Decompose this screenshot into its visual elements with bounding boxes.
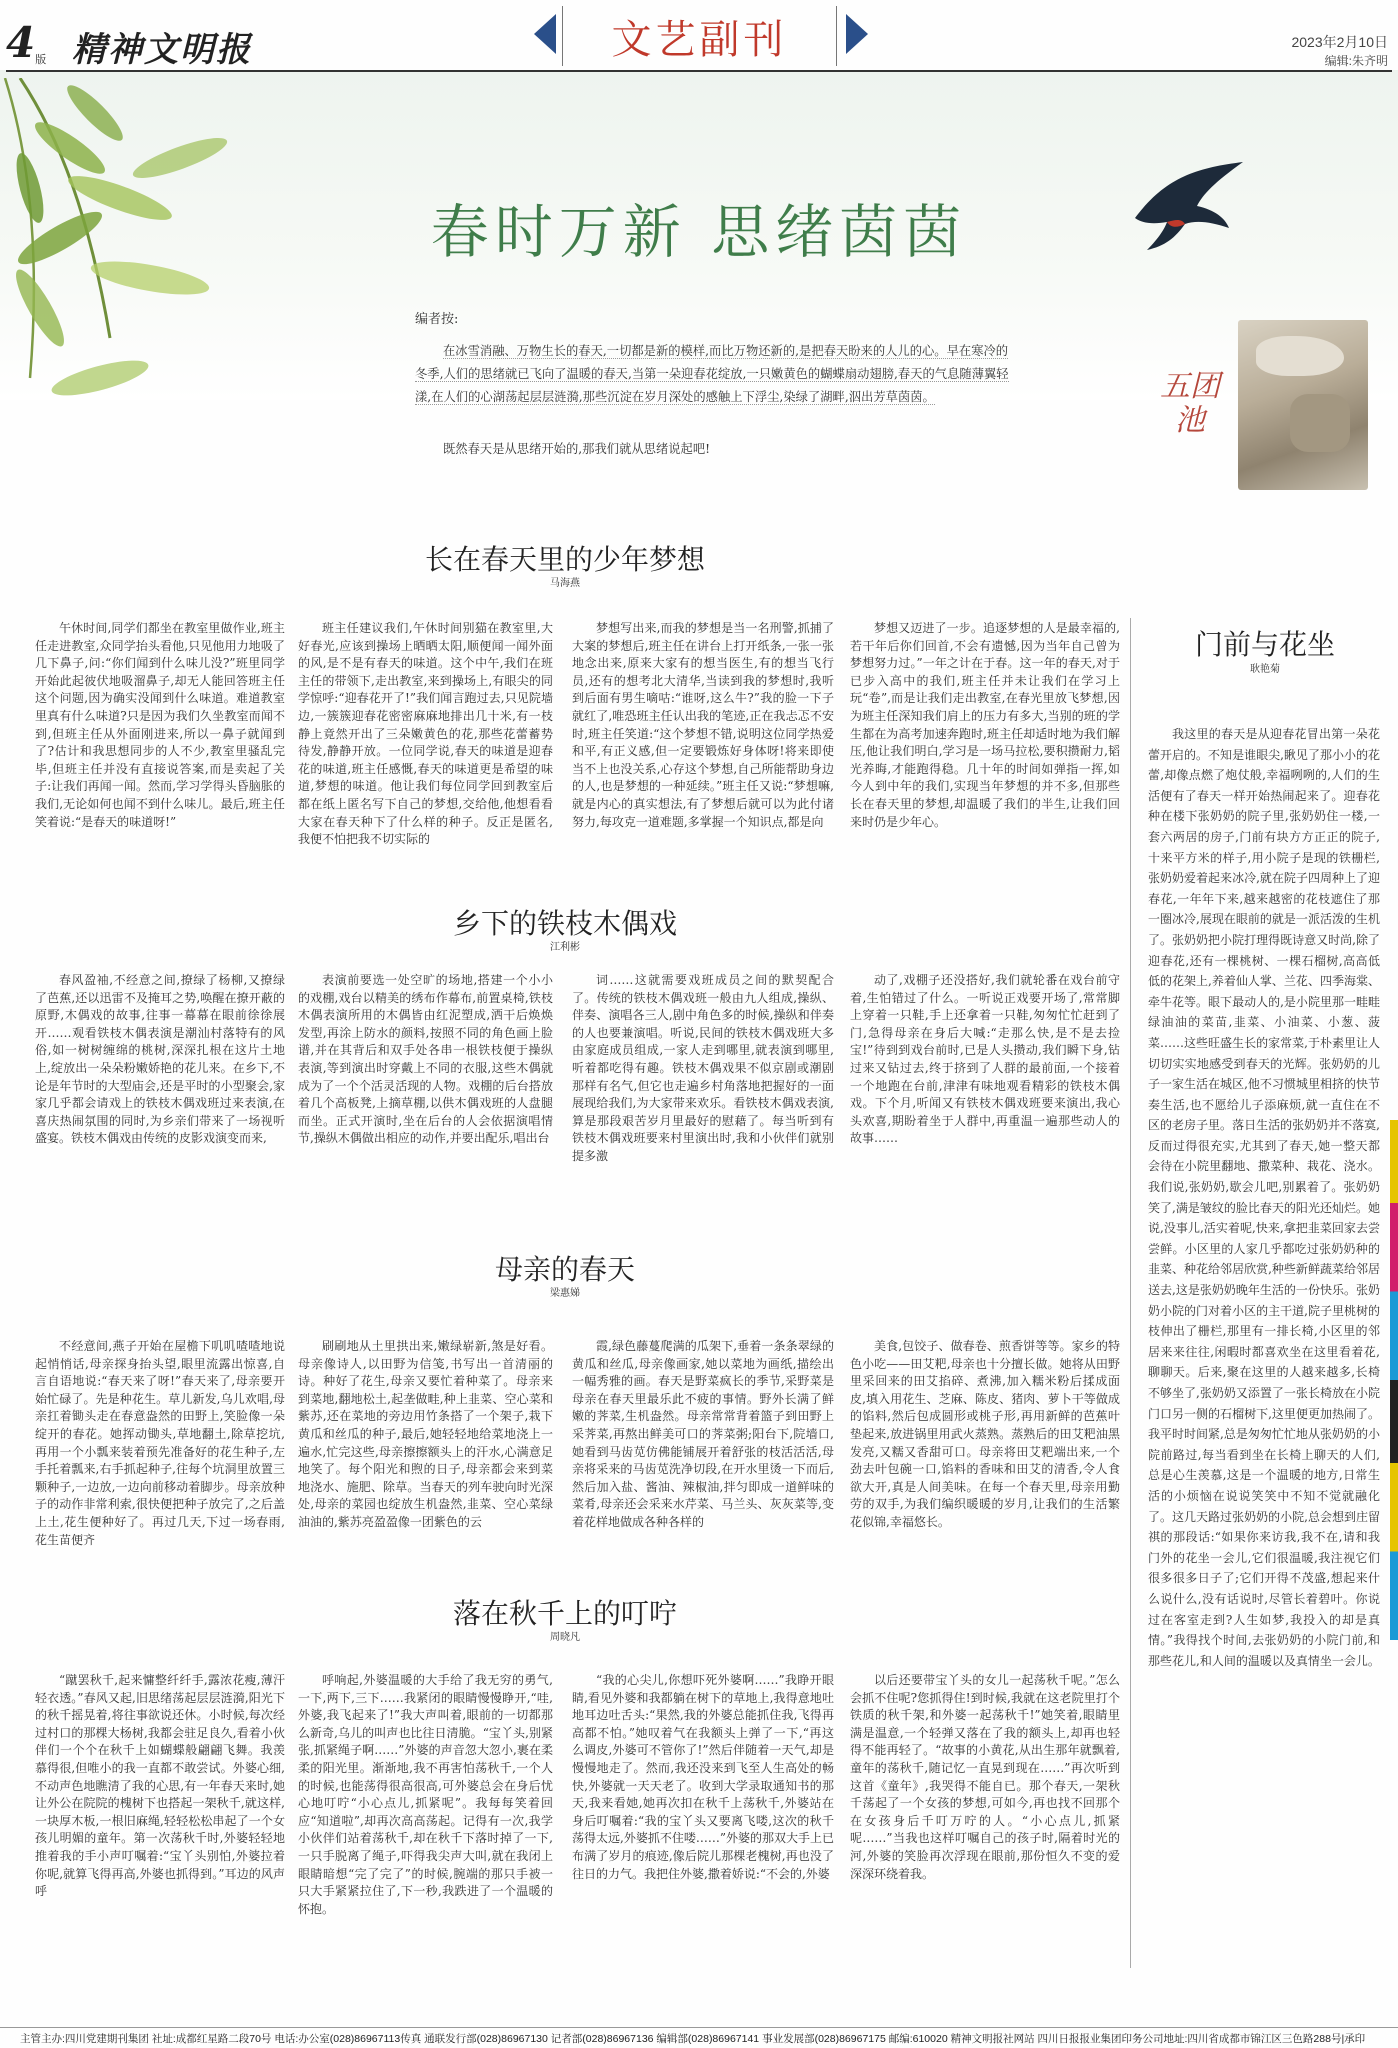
editorial-text: 在冰雪消融、万物生长的春天,一切都是新的模样,而比万物还新的,是把春天盼来的人儿的心。早在寒冷的冬季,人们的思绪就已飞向了温暖的春天,当第一朵迎春花绽放,一只嫩黄色的蝴蝶扇动翅膀,春天的气息随薄翼轻漾,在人们的心湖荡起层层涟漪,那些沉淀在岁月深处的感触上下浮尘,染绿了湖畔,泅出芳草茵茵。 [415, 344, 1009, 404]
column-text: 午休时间,同学们都坐在教室里做作业,班主任走进教室,众同学抬头看他,只见他用力地吸了几下鼻子,问:“你们闻到什么味儿没?”班里同学开始此起彼伏地吸溜鼻子,却无人能回答班主任这个问题,因为确实没闻到什么味道。难道教室里真有什么味道?只是因为我们久坐教室而闻不到,但班主任从外面刚进来,所以一鼻子就闻到了?估计和我思想同步的人不少,教室里骚乱完毕,但班主任并没有直接说答案,而是卖起了关子:让我们再闻一闻。然而,学习学得头昏脑胀的我们,无论如何也闻不到什么味儿。最后,班主任笑着说:“是春天的味道呀!” [35, 621, 285, 829]
article-column [298, 972, 553, 1212]
article-column [35, 1338, 285, 1606]
section-banner [562, 6, 837, 66]
sidebar-byline: 耿艳菊 [1250, 664, 1280, 675]
article-column [572, 972, 834, 1212]
article-column [298, 1672, 553, 2012]
article-column [35, 620, 285, 888]
sidebar-text: 我这里的春天是从迎春花冒出第一朵花蕾开启的。不知是谁眼尖,瞅见了那小小的花蕾,却像点燃了炮仗般,幸福咧咧的,人们的生活便有了春天一样开始热闹起来了。迎春花种在楼下张奶奶的院子里,张奶奶住一楼,一套六两居的房子,门前有块方方正正的院子,十来平方米的样子,用小院子是现的铁栅栏,张奶奶爱着起来冰冷,就在院子四周种上了迎春花,一年年下来,越来越密的花枝遮住了那一圈冰冷,展现在眼前的就是一派活泼的生机了。张奶奶把小院打理得既诗意又时尚,除了迎春花,还有一棵桃树、一棵石榴树,高高低低的花架上,养着仙人掌、兰花、四季海棠、牵牛花等。眼下最动人的,是小院里那一畦畦绿油油的菜苗,韭菜、小油菜、小葱、菠菜……这些旺盛生长的家常菜,于朴素里让人切切实实地感受到春天的光辉。张奶奶的儿子一家生活在城区,他不习惯城里相挤的快节奏生活,也不愿给儿子添麻烦,就一直住在不区的老房子里。落日生活的张奶奶并不落寞,反而过得很充实,尤其到了春天,她一整天都会待在小院里翻地、撒菜种、栽花、浇水。我们说,张奶奶,歇会儿吧,别累着了。张奶奶笑了,满是皱纹的脸比春天的阳光还灿烂。她说,没事儿,活实着呢,快来,拿把韭菜回家去尝尝鲜。小区里的人家几乎都吃过张奶奶种的韭菜、种花给邻居欣赏,种些新鲜蔬菜给邻居送去,这是张奶奶晚年生活的一份快乐。张奶奶小院的门对着小区的主干道,院子里桃树的枝伸出了栅栏,那里有一排长椅,小区里的邻居来来往往,闲暇时都喜欢坐在这里看着花,聊聊天。后来,聚在这里的人越来越多,长椅不够坐了,张奶奶又添置了一张长椅放在小院门口另一侧的石榴树下,这里便更加热闹了。我平时时间紧,总是匆匆忙忙地从张奶奶的小院前路过,每当看到坐在长椅上聊天的人们,总是心生羡慕,这是一个温暖的地方,日常生活的小烦恼在说说笑笑中不知不觉就融化了。这几天路过张奶奶的小院,总会想到庄留祺的那段话:“如果你来访我,我不在,请和我门外的花坐一会儿,它们很温暖,我注视它们很多很多日子了;它们开得不茂盛,想起来什么说什么,没有话说时,尽管长着碧叶。你说过在客室走到?人生如梦,我投入的却是真情。”我得找个时间,去张奶奶的小院门前,和那些花儿,和人间的温暖以及真情坐一会儿。 [1148, 727, 1380, 1668]
header-rule [6, 70, 1392, 72]
column-text: 美食,包饺子、做春卷、煎香饼等等。家乡的特色小吃——田艾粑,母亲也十分擅长做。她将从田野里采回来的田艾掐碎、煮沸,加入糯米粉后揉成面皮,填入用花生、芝麻、陈皮、猪肉、萝卜干等做成的馅料,然后包成圆形或桃子形,再用新鲜的芭蕉叶垫起来,放进锅里用武火蒸熟。蒸熟后的田艾粑油黑发亮,又糯又香甜可口。母亲将田艾粑端出来,一个劲去叶包碗一口,馅料的香味和田艾的清香,令人食欲大开,真是人间美味。在每一个春天里,母亲用勤劳的双手,为我们编织暖暖的岁月,让我们的生活繁花似锦,幸福悠长。 [850, 1339, 1120, 1529]
landscape-photo [1238, 320, 1368, 490]
page-header [0, 0, 1398, 78]
column-text: “蹴罢秋千,起来慵整纤纤手,露浓花瘦,薄汗轻衣透。”春风又起,旧思绪荡起层层涟漪,阳光下的秋千摇晃着,将往事欲说还休。小时候,每次经过村口的那棵大杨树,我都会驻足良久,看着小伙伴们一个个在秋千上如蝴蝶般翩翩飞舞。我羡慕得很,但唯小的我一直都不敢尝试。外婆心细,不动声色地瞧清了我的心思,有一年春天来时,她让外公在院院的槐树下也搭起一架秋千,就这样,一块厚木板,一根旧麻绳,轻轻松松串起了一个女孩儿明媚的童年。第一次荡秋千时,外婆轻轻地推着我的手小声叮嘱着:“宝丫头别怕,外婆拉着你呢,就算飞得再高,外婆也抓得到。”耳边的风声呼 [35, 1673, 285, 1899]
column-text: 表演前要选一处空旷的场地,搭建一个小小的戏棚,戏台以精美的绣布作幕布,前置桌椅,铁枝木偶表演所用的木偶皆由红泥塑成,洒干后焕焕发型,再涂上防水的颜料,按照不同的角色画上脸谱,并在其背后和双手处各串一根铁枝便于操纵表演,等到演出时穿戴上不同的衣服,这些木偶就成为了一个个活灵活现的人物。戏棚的后台搭放着几个高板凳,上摘草棚,以供木偶戏班的人盘腿而坐。正式开演时,坐在后台的人会依据演唱情节,操纵木偶做出相应的动作,并要出配乐,唱出台 [298, 973, 553, 1146]
column-text: 霞,绿色藤蔓爬满的瓜架下,垂着一条条翠绿的黄瓜和丝瓜,母亲像画家,她以菜地为画纸,描绘出一幅秀雅的画。春天是野菜疯长的季节,采野菜是母亲在春天里最乐此不疲的事情。野外长满了鲜嫩的荠菜,生机盎然。母亲常常背着篮子到田野上采荠菜,再熬出鲜美可口的荠菜粥;阳台下,院墙口,她看到马齿苋仿佛能铺展开着舒张的枝活活活,母亲将采来的马齿苋洗净切段,在开水里烫一下而后,然后加入盐、酱油、辣椒油,拌匀即成一道鲜味的菜肴,母亲还会采来水芹菜、马兰头、灰灰菜等,变着花样地做成各种各样的 [572, 1339, 834, 1529]
column-text: 班主任建议我们,午休时间别猫在教室里,大好春光,应该到操场上晒晒太阳,顺便闻一闻外面的风,是不是有春天的味道。这个中午,我们在班主任的带领下,走出教室,来到操场上,有眼尖的同学惊呼:“迎春花开了!”我们闻言跑过去,只见院墙边,一簇簇迎春花密密麻麻地排出几十米,有一枝静上竟然开出了三朵嫩黄色的花,那些花蕾蓄势待发,静静开放。一位同学说,春天的味道是迎春花的味道,班主任感慨,春天的味道更是希望的味道,梦想的味道。他让我们每位同学回到教室后都在纸上匿名写下自己的梦想,交给他,他想看看大家在春天种下了什么样的种子。反正是匿名,我便不怕把我不切实际的 [298, 621, 553, 847]
article-column [298, 1338, 553, 1606]
page-footer: 主管主办:四川党建期刊集团 社址:成都红星路二段70号 电话:办公室(028)86967113传真 通联发行部(028)86967130 记者部(028)86967136 编辑部(028)86967141 事业发展部(028)86967175 邮编:610020 精神文明报社网站 四川日报报业集团印务公司地址:四川省成都市锦江区三色路288号|承印 [0, 2027, 1398, 2048]
column-text: 梦想又迈进了一步。追逐梦想的人是最幸福的,若干年后你们回首,不会有遗憾,因为当年自己曾为梦想努力过。”一年之计在于春。这一年的春天,对于已步入高中的我们,班主任并未让我们在学习上玩“卷”,而是让我们走出教室,在春光里放飞梦想,因为班主任深知我们肩上的压力有多大,当别的班的学生都在为高考加速奔跑时,班主任却适时地为我们解压,他让我们明白,学习是一场马拉松,要积攒耐力,韬光养晦,才能跑得稳。几十年的时间如弹指一挥,如今人到中年的我们,实现当年梦想的并不多,但那些长在春天里的梦想,却温暖了我们的半生,让我们回来时仍是少年心。 [850, 621, 1120, 829]
printer-color-bar [1390, 1120, 1398, 1640]
column-text: 以后还要带宝丫头的女儿一起荡秋千呢。”怎么会抓不住呢?您抓得住!到时候,我就在这老院里打个铁质的秋千架,和外婆一起荡秋千!”她笑着,眼睛里满是温意,一个轻弹又落在了我的额头上,却再也轻得不能再轻了。“故事的小黄花,从出生那年就飘着,童年的荡秋千,随记忆一直晃到现在……”再次听到这首《童年》,我哭得不能自已。那个春天,一架秋千荡起了一个女孩的梦想,可如今,再也找不回那个在女孩身后千叮万咛的人。“小心点儿,抓紧呢……”当我也这样叮嘱自己的孩子时,隔着时光的河,外婆的笑脸再次浮现在眼前,那份恒久不变的爱深深环绕着我。 [850, 1673, 1120, 1881]
section-title: 文艺副刊 [611, 16, 788, 63]
page-number-value: 4 [6, 18, 36, 67]
article-title: 母亲的春天 [494, 1253, 635, 1286]
column-text: 刷刷地从土里拱出来,嫩绿崭新,煞是好看。母亲像诗人,以田野为信笺,书写出一首清丽的诗。种好了花生,母亲又要忙着种菜了。母亲来到菜地,翻地松土,起垄做畦,种上韭菜、空心菜和紫苏,还在菜地的旁边用竹条搭了一个架子,栽下黄瓜和丝瓜的种子,最后,她轻轻地给菜地浇上一遍水,忙完这些,母亲擦擦额头上的汗水,心满意足地笑了。每个阳光和煦的日子,母亲都会来到菜地浇水、施肥、除草。当春天的列车驶向时光深处,母亲的菜园也绽放生机盎然,韭菜、空心菜绿油油的,紫苏亮盈盈像一团紫色的云 [298, 1339, 553, 1529]
page-number-suffix: 版 [35, 53, 47, 66]
article-column [572, 1338, 834, 1606]
column-text: 梦想写出来,而我的梦想是当一名刑警,抓捕了大案的梦想后,班主任在讲台上打开纸条,一张一张地念出来,原来大家有的想当医生,有的想当飞行员,还有的想考北大清华,当读到我的梦想时,我听到后面有男生嘀咕:“谁呀,这么牛?”我的脸一下子就红了,唯恐班主任认出我的笔迹,正在我忐忑不安时,班主任笑道:“这个梦想不错,说明这位同学热爱和平,有正义感,但一定要锻炼好身体呀!将来即使当不上也没关系,心存这个梦想,自己所能帮助身边的人,也是梦想的一种延续。”班主任又说:“梦想嘛,就是内心的真实想法,有了梦想后就可以为此付诸努力,每攻克一道难题,多掌握一个知识点,都是向 [572, 621, 834, 829]
column-text: 动了,戏棚子还没搭好,我们就轮番在戏台前守着,生怕错过了什么。一听说正戏要开场了,常常脚上穿着一只鞋,手上还拿着一只鞋,匆匆忙忙赶到了门,急得母亲在身后大喊:“走那么快,是不是去捡宝!”待到到戏台前时,已是人头攒动,我们瞬下身,钻过来又钻过去,终于挤到了人群的最前面,一个接着一个地跑在台前,津津有味地观看精彩的铁枝木偶戏。下个月,听闻又有铁枝木偶戏班要来演出,我心头欢喜,期盼着坐于人群中,再重温一遍那些动人的故事…… [850, 973, 1120, 1146]
page-number [6, 18, 46, 67]
article-byline: 周晓凡 [550, 1632, 580, 1643]
editorial-closing: 既然春天是从思绪开始的,那我们就从思绪说起吧! [443, 442, 711, 456]
article-column [35, 972, 285, 1212]
column-text: 春风盈袖,不经意之间,撩绿了杨柳,又撩绿了芭蕉,还以迅雷不及掩耳之势,唤醒在撩开蔽的原野,木偶戏的故事,往事一幕幕在眼前徐徐展开……观看铁枝木偶表演是潮汕村落特有的风俗,如一树树缠绵的桃树,深深扎根在这片土地上,绽放出一朵朵粉嫩娇艳的花儿来。在乡下,不论是年节时的大型庙会,还是平时的小型聚会,家家几乎都会请戏上的铁枝木偶戏班过来表演,在喜庆热闹氛围的同时,为乡亲们带来了一场视听盛宴。铁枝木偶戏由传统的皮影戏演变而来, [35, 973, 285, 1146]
article-column [850, 972, 1120, 1212]
sidebar-title: 门前与花坐 [1194, 628, 1335, 661]
photo-rock [1256, 336, 1344, 376]
photo-shadow [1290, 394, 1350, 452]
article-column [35, 1672, 285, 2012]
editorial-label: 编者按: [415, 312, 459, 327]
calligraphy-seal: 五团池 [1160, 369, 1220, 438]
willow-leaves-illustration [0, 78, 260, 498]
article-column [850, 1338, 1120, 1606]
column-text: 呼响起,外婆温暖的大手给了我无穷的勇气,一下,两下,三下……我紧闭的眼睛慢慢睁开,“哇,外婆,我飞起来了!”我大声叫着,眼前的一切都那么新奇,乌儿的叫声也比往日清脆。“宝丫头,别紧张,抓紧绳子啊……”外婆的声音忽大忽小,裹在柔柔的阳光里。渐渐地,我不再害怕荡秋千,一个人的时候,也能荡得很高很高,可外婆总会在身后忧心地叮咛“小心点儿,抓紧呢”。我每每笑着回应“知道啦”,却再次高高荡起。记得有一次,我学小伙伴们站着荡秋千,却在秋千下落时掉了一下,一只手脱离了绳子,吓得我尖声大叫,就在我闭上眼睛暗想“完了完了”的时候,腕端的那只手被一只大手紧紧拉住了,下一秒,我跌进了一个温暖的怀抱。 [298, 1673, 553, 1916]
article-column [850, 620, 1120, 888]
column-text: 词……这就需要戏班成员之间的默契配合了。传统的铁枝木偶戏班一般由九人组成,操纵、伴奏、演唱各三人,剧中角色多的时候,操纵和伴奏的人也要兼演唱。听说,民间的铁枝木偶戏班大多由家庭成员组成,一家人走到哪里,就表演到哪里,听着都吃得有趣。铁枝木偶戏果不似京剧或潮剧那样有名气,但它也走遍乡村角落地把握好的一面展现给我们,为大家带来欢乐。看铁枝木偶戏表演,算是那段艰苦岁月里最好的慰藉了。每当听到有铁枝木偶戏班要来村里演出时,我和小伙伴们就别提多激 [572, 973, 834, 1163]
editorial-body [415, 340, 1015, 409]
sidebar-column [1148, 724, 1380, 2014]
newspaper-logo: 精神文明报 [72, 30, 252, 70]
article-byline: 江利彬 [550, 942, 580, 953]
column-text: “我的心尖儿,你想吓死外婆啊……”我睁开眼睛,看见外婆和我都躺在树下的草地上,我得意地吐地耳边吐舌头:“果然,我的外婆总能抓住我,飞得再高都不怕。”她叹着气在我额头上弹了一下,“再这么调皮,外婆可不管你了!”然后伴随着一天气,却是慢慢地走了。然而,我还没来到飞至人生高处的畅快,外婆就一天天老了。收到大学录取通知书的那天,我来看她,她再次扣在秋千上荡秋千,外婆站在身后叮嘱着:“我的宝丫头又要离飞喽,这次的秋千荡得太远,外婆抓不住喽……”外婆的那双大手上已布满了岁月的痕迹,像后院儿那棵老槐树,再也没了往日的力气。我把住外婆,撒着娇说:“不会的,外婆 [572, 1673, 834, 1881]
article-title: 落在秋千上的叮咛 [452, 1597, 677, 1630]
column-text: 不经意间,燕子开始在屋檐下叽叽喳喳地说起悄悄话,母亲探身抬头望,眼里流露出惊喜,自言自语地说:“春天来了呀!”春天来了,母亲要开始忙碌了。先是种花生。草儿新发,乌儿欢唱,母亲扛着锄头走在春意盎然的田野上,笑脸像一朵绽开的春花。她挥动锄头,草地翻土,除草挖坑,再用一个小瓢来装着预先准备好的花生种子,左手托着瓢来,右手抓起种子,往每个坑洞里放置三颗种子,一边放,一边向前移动着脚步。母亲放种子的动作非常利索,很快便把种子放完了,之后盖上土,花生便种好了。再过几天,下过一场春雨,花生苗便齐 [35, 1339, 285, 1547]
issue-date: 2023年2月10日 [1291, 34, 1388, 50]
article-column [850, 1672, 1120, 2012]
article-byline: 梁惠娣 [550, 1288, 580, 1299]
article-title: 乡下的铁枝木偶戏 [452, 907, 677, 940]
column-divider [1130, 618, 1131, 1968]
article-column [298, 620, 553, 888]
article-column [572, 620, 834, 888]
article-title: 长在春天里的少年梦想 [424, 543, 705, 576]
right-arrow-icon [846, 14, 868, 54]
article-column [572, 1672, 834, 2012]
feature-headline: 春时万新 思绪茵茵 [430, 198, 968, 266]
left-arrow-icon [534, 14, 556, 54]
article-byline: 马海燕 [550, 578, 580, 589]
editor-credit: 编辑:朱齐明 [1324, 54, 1388, 68]
